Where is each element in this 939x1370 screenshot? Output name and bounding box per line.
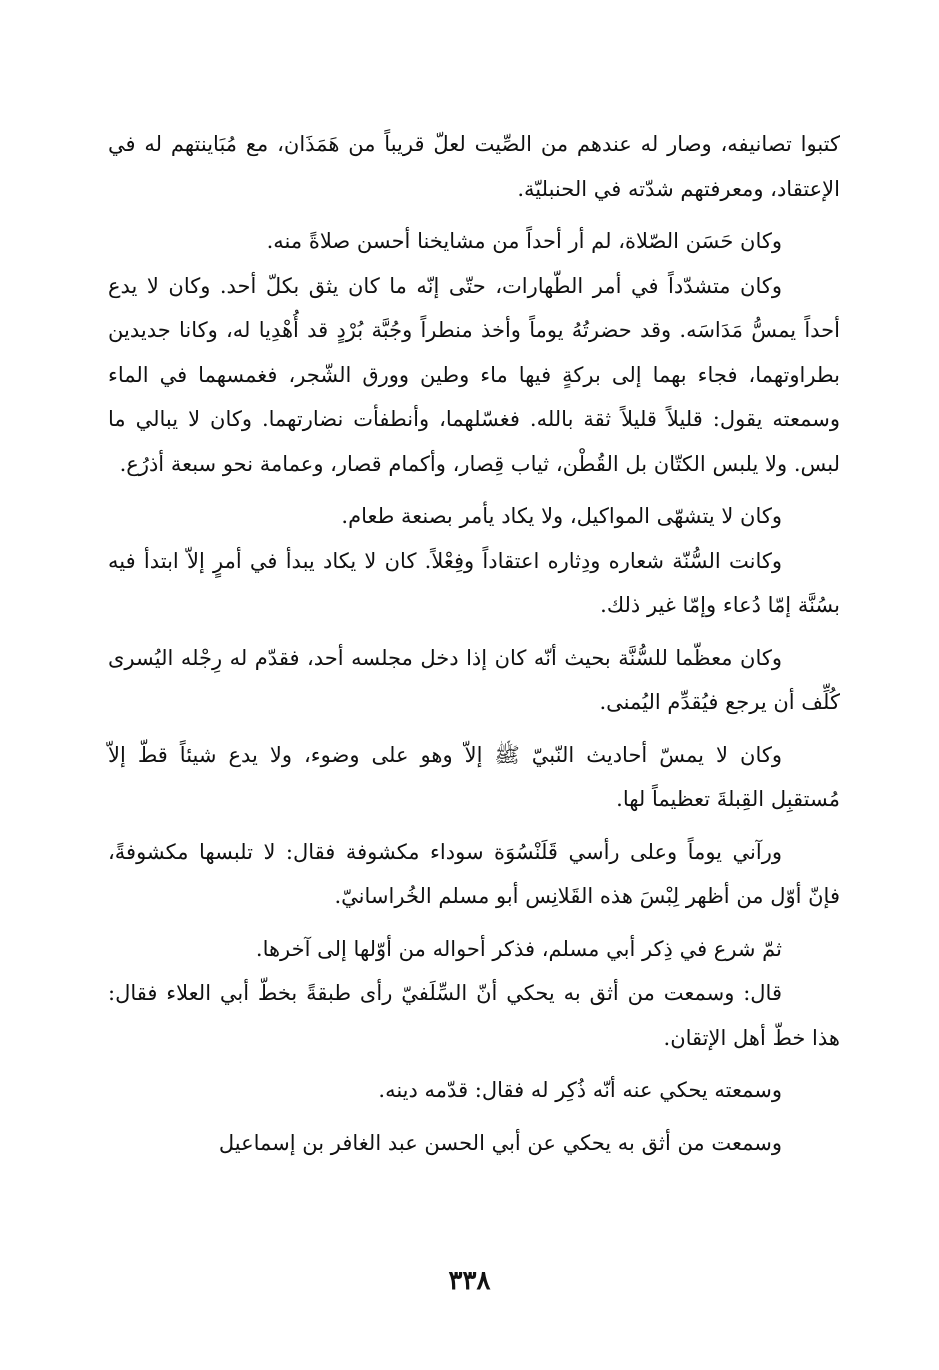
paragraph: ثمّ شرع في ذِكر أبي مسلم، فذكر أحواله من أوّلها إلى آخرها. <box>255 936 782 961</box>
paragraph: وكان معظّما للسُّنَّة بحيث أنّه كان إذا دخل مجلسه أحد، فقدّم له رِجْله اليُسرى كُلِّف أن يرجع فيُقدِّم اليُمنى. <box>108 645 840 714</box>
page-number: ٣٣٨ <box>448 1266 491 1296</box>
paragraph: كتبوا تصانيفه، وصار له عندهم من الصِّيت لعلّ قريباً من هَمَذَان، مع مُبَاينتهم له في الإعتقاد، ومعرفتهم شدّته في الحنبليّة. <box>108 132 840 201</box>
paragraph: وسمعت من أثق به يحكي عن أبي الحسن عبد الغافر بن إسماعيل <box>218 1130 782 1155</box>
paragraph: ورآني يوماً وعلى رأسي قَلَنْسُوَة سوداء مكشوفة فقال: لا تلبسها مكشوفةً، فإنّ أوّل من أظهر لِبْسَ هذه القَلانِس أبو مسلم الخُراسانيّ. <box>108 839 840 908</box>
paragraph: وكان متشدّداً في أمر الطّهارات، حتّى إنّه ما كان يثق بكلّ أحد. وكان لا يدع أحداً يمسُّ مَدَاسَه. وقد حضرتُهُ يوماً وأخذ منطراً وجُبَّة بُرْدٍ قد أُهْدِيا له، وكانا جديدين بطراوتهما، فجاء بهما إلى بركةٍ فيها ماء وطين وورق الشّجر، فغمسهما في الماء وسمعته يقول: قليلاً قليلاً ثقة بالله. فغسّلهما، وأنطفأت نضارتهما. وكان لا يبالي ما لبس. ولا يلبس الكتّان بل القُطْن، ثياب قِصار، وأكمام قصار، وعمامة نحو سبعة أذرُع. <box>108 273 840 476</box>
paragraph: وكان لا يمسّ أحاديث النّبيّ ﷺ إلاّ وهو على وضوء، ولا يدع شيئاً قطّ إلاّ مُستقبِل القِبلةَ تعظيماً لها. <box>108 742 840 811</box>
paragraph: وكان حَسَن الصّلاة، لم أر أحداً من مشايخنا أحسن صلاةً منه. <box>266 229 782 253</box>
paragraph: وكانت السُّنّة شعاره ودِثاره اعتقاداً وفِعْلاً. كان لا يكاد يبدأ في أمرٍ إلاّ ابتدأ فيه بسُنَّة إمّا دُعاء وإمّا غير ذلك. <box>108 548 840 617</box>
paragraph: وسمعته يحكي عنه أنّه ذُكِر له فقال: قدّمه دينه. <box>378 1078 782 1102</box>
body-text <box>108 122 840 1165</box>
paragraph: وكان لا يتشهّى المواكيل، ولا يكاد يأمر بصنعة طعام. <box>341 504 782 528</box>
paragraph: قال: وسمعت من أثق به يحكي أنّ السِّلَفيّ رأى طبقةً بخطّ أبي العلاء فقال: هذا خطّ أهل الإتقان. <box>108 981 840 1050</box>
